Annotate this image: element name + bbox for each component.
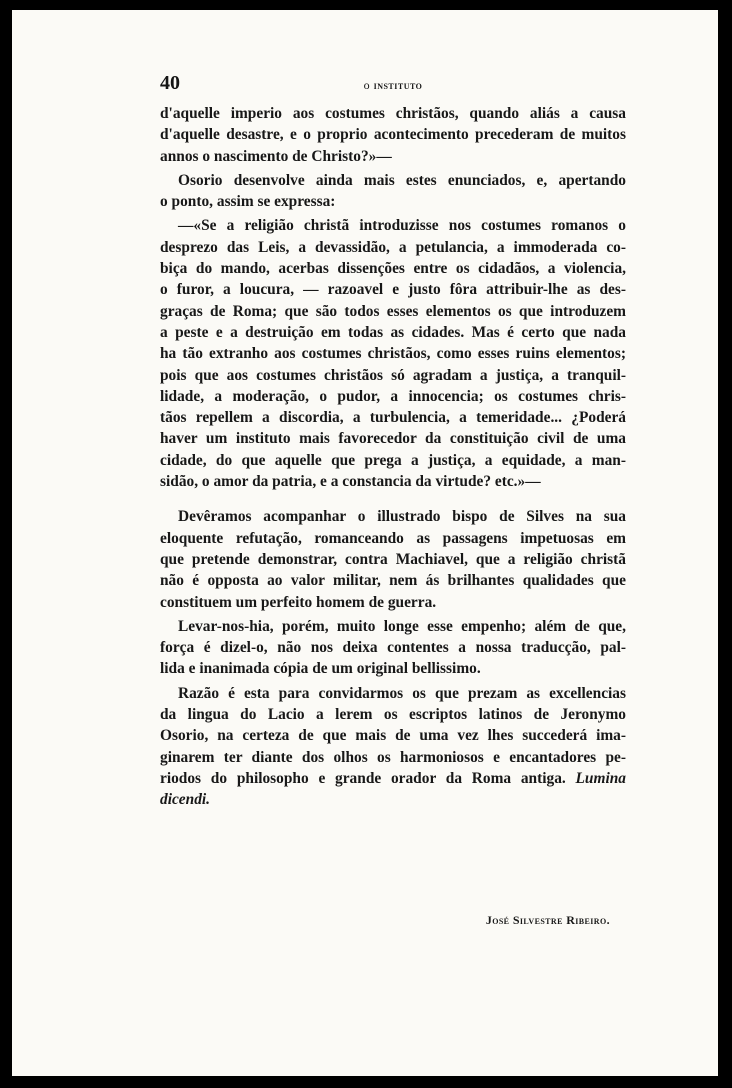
paragraph xyxy=(160,616,626,680)
text-line: constituem um perfeito homem de guerra. xyxy=(160,593,437,611)
text-line: cidade, do que aquelle que prega a justiça, a equidade, a man- xyxy=(160,451,626,469)
scan-border xyxy=(718,0,732,1088)
running-head xyxy=(160,78,626,93)
text-line: Osorio, na certeza de que mais de uma vez lhes succederá ima- xyxy=(160,727,626,745)
text-line: d'aquelle desastre, e o proprio acontecimento precederam de muitos xyxy=(160,126,626,144)
text-line: biça do mando, acerbas dissenções entre os cidadãos, a violencia, xyxy=(160,260,626,278)
text-line: pois que aos costumes christãos só agradam a justiça, a tranquil- xyxy=(160,366,626,384)
text-line: graças de Roma; que são todos esses elementos os que introduzem xyxy=(160,302,626,320)
text-line: não é opposta ao valor militar, nem ás brilhantes qualidades que xyxy=(160,572,626,590)
text-line xyxy=(160,789,626,810)
text-fragment: riodos do philosopho e grande orador da Roma antiga. xyxy=(160,769,566,787)
text-line: Levar-nos-hia, porém, muito longe esse empenho; além de que, xyxy=(178,617,626,635)
author-signature: José Silvestre Ribeiro. xyxy=(485,913,610,927)
text-line: sidão, o amor da patria, e a constancia da virtude? etc.»— xyxy=(160,473,541,491)
paragraph xyxy=(160,683,626,811)
text-line: lidade, a moderação, o pudor, a innocencia; os costumes chris- xyxy=(160,387,626,405)
paragraph xyxy=(160,215,626,492)
text-line: d'aquelle imperio aos costumes christãos, quando aliás a causa xyxy=(160,105,626,122)
text-line: a peste e a destruição em todas as cidades. Mas é certo que nada xyxy=(160,323,626,341)
paragraph xyxy=(160,170,626,213)
text-line: Razão é esta para convidarmos os que prezam as excellencias xyxy=(178,684,626,702)
text-line: que pretende demonstrar, contra Machiavel, que a religião christã xyxy=(160,550,626,568)
body-text xyxy=(160,103,626,811)
text-line: o furor, a loucura, — razoavel e justo fôra attribuir-lhe as des- xyxy=(160,281,626,299)
text-line: —«Se a religião christã introduzisse nos costumes romanos o xyxy=(178,217,626,235)
italic-phrase: Lumina xyxy=(575,769,626,787)
page-number: 40 xyxy=(160,72,180,94)
text-line: tãos repellem a discordia, a turbulencia, a temeridade... ¿Poderá xyxy=(160,409,626,427)
running-head-article: o xyxy=(363,78,371,92)
italic-phrase: dicendi. xyxy=(160,791,211,809)
text-line: haver um instituto mais favorecedor da constituição civil de uma xyxy=(160,430,626,448)
text-line: o ponto, assim se expressa: xyxy=(160,193,336,211)
text-line: Devêramos acompanhar o illustrado bispo de Silves na sua xyxy=(178,508,626,526)
text-line: desprezo das Leis, a devassidão, a petulancia, a immoderada co- xyxy=(160,238,626,256)
text-line: lida e inanimada cópia de um original bellissimo. xyxy=(160,660,481,678)
text-line: eloquente refutação, romanceando as passagens impetuosas em xyxy=(160,529,626,547)
page-header xyxy=(160,72,626,94)
text-line: ha tão extranho aos costumes christãos, como esses ruins elementos; xyxy=(160,345,626,363)
text-line xyxy=(160,768,626,789)
paragraph xyxy=(160,506,626,612)
text-line: força é dizel-o, não nos deixa contentes a nossa traducção, pal- xyxy=(160,639,626,657)
text-line: Osorio desenvolve ainda mais estes enunciados, e, apertando xyxy=(178,171,626,189)
text-line: da lingua do Lacio a lerem os escriptos latinos de Jeronymo xyxy=(160,706,626,724)
text-line: ginarem ter diante dos olhos os harmoniosos e encantadores pe- xyxy=(160,748,626,766)
running-head-title: instituto xyxy=(373,78,423,92)
paragraph-gap xyxy=(160,492,626,506)
text-line: annos o nascimento de Christo?»— xyxy=(160,147,392,165)
paragraph xyxy=(160,103,626,167)
